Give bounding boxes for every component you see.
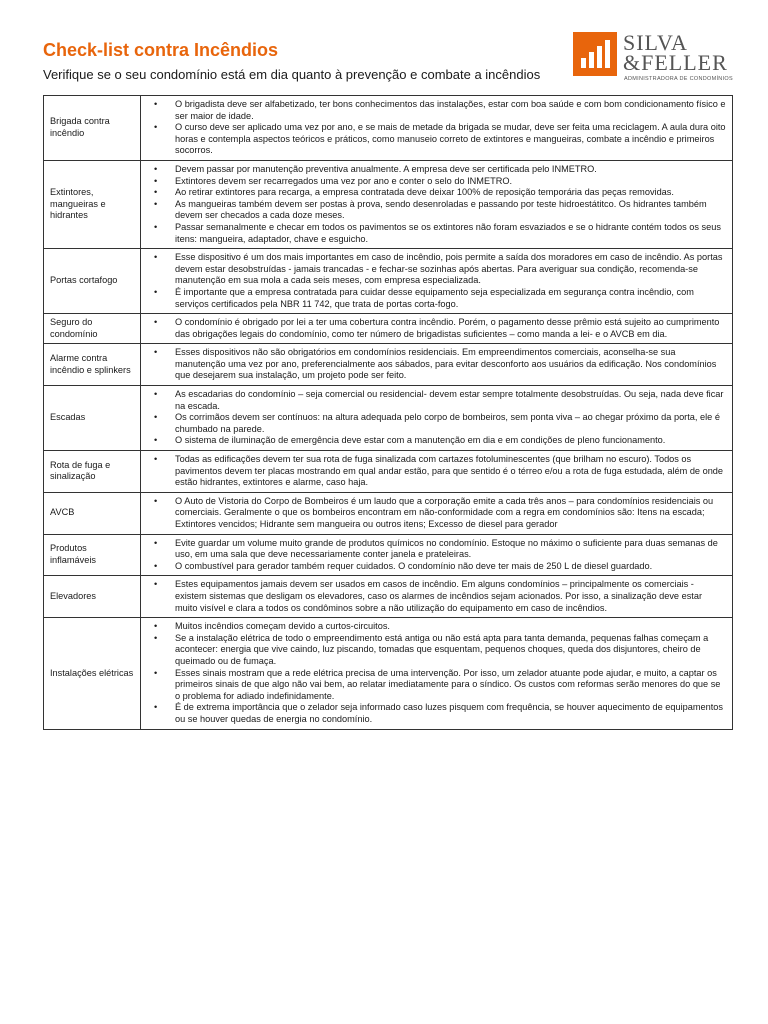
row-label: Elevadores bbox=[44, 576, 141, 618]
bullet-list bbox=[147, 389, 726, 447]
list-item: • Se a instalação elétrica de todo o empreendimento está antiga ou não está apta para tanta demanda, pequenas falhas começam a acontecer: energia que vive caindo, luz piscando, tomadas que esquentam, pequenos choques, queda dos disjuntores, cheiro de queimado ou de fumaça. bbox=[175, 633, 726, 668]
list-item: • O combustível para gerador também requer cuidados. O condomínio não deve ter mais de 250 L de diesel guardado. bbox=[175, 561, 726, 573]
row-content bbox=[141, 96, 733, 161]
list-item: • Esses sinais mostram que a rede elétrica precisa de uma intervenção. Por isso, um zelador atuante pode ajudar, e muito, a captar os primeiros sinais de que algo não vai bem, ao relatar imediatamente para o síndico. Os custos com reformas serão menores do que se o problema for adiado indefinidamente. bbox=[175, 668, 726, 703]
list-item: • Passar semanalmente e checar em todos os pavimentos se os extintores não foram esvaziados e se o hidrante contém todos os seus itens: mangueira, adaptador, chave e esguicho. bbox=[175, 222, 726, 245]
company-logo bbox=[573, 32, 733, 92]
row-content bbox=[141, 314, 733, 344]
row-label: AVCB bbox=[44, 492, 141, 534]
logo-tagline: ADMINISTRADORA DE CONDOMÍNIOS bbox=[624, 76, 733, 82]
row-label: Produtos inflamáveis bbox=[44, 534, 141, 576]
list-item: • Ao retirar extintores para recarga, a empresa contratada deve deixar 100% de reposição temporária das peças removidas. bbox=[175, 187, 726, 199]
list-item: • Estes equipamentos jamais devem ser usados em casos de incêndio. Em alguns condomínios – principalmente os comerciais - existem sistemas que desligam os elevadores, caso os alarmes de incêndios sejam acionados. Por isso, a sinalização deve estar muito visível e clara a todos os condôminos sobre a não utilização do equipamento em caso de incêndios. bbox=[175, 579, 726, 614]
list-item: • O condomínio é obrigado por lei a ter uma cobertura contra incêndio. Porém, o pagamento desse prêmio está sujeito ao cumprimento das obrigações legais do condomínio, como ter número de brigadistas suficientes – como manda a lei- e o AVCB em dia. bbox=[175, 317, 726, 340]
checklist-table bbox=[43, 95, 733, 730]
row-content bbox=[141, 451, 733, 493]
list-item: • O brigadista deve ser alfabetizado, ter bons conhecimentos das instalações, estar com boa saúde e com bom condicionamento físico e ser maior de idade. bbox=[175, 99, 726, 122]
table-row bbox=[44, 386, 733, 451]
logo-line1: SILVA bbox=[623, 30, 688, 55]
bullet-list bbox=[147, 621, 726, 725]
table-row bbox=[44, 492, 733, 534]
list-item: • O sistema de iluminação de emergência deve estar com a manutenção em dia e em condições de pleno funcionamento. bbox=[175, 435, 726, 447]
list-item: • Evite guardar um volume muito grande de produtos químicos no condomínio. Estoque no máximo o suficiente para duas semanas de uso, em uma sala que deve necessariamente conter janela e prateleiras. bbox=[175, 538, 726, 561]
bullet-list bbox=[147, 496, 726, 531]
row-content bbox=[141, 618, 733, 729]
row-content bbox=[141, 160, 733, 248]
list-item: • O Auto de Vistoria do Corpo de Bombeiros é um laudo que a corporação emite a cada três anos – para condomínios residenciais ou comerciais. Geralmente o que os bombeiros encontram em não-conformidade com a regra em condomínios são: Itens na escada; Extintores vencidos; Hidrante sem mangueira ou outros itens; Excesso de diesel para gerador bbox=[175, 496, 726, 531]
list-item: • É de extrema importância que o zelador seja informado caso luzes pisquem com frequência, se houver aquecimento de equipamentos ou se houver quedas de energia no condomínio. bbox=[175, 702, 726, 725]
row-content bbox=[141, 534, 733, 576]
list-item: • Devem passar por manutenção preventiva anualmente. A empresa deve ser certificada pelo INMETRO. bbox=[175, 164, 726, 176]
list-item: • Esses dispositivos não são obrigatórios em condomínios residenciais. Em empreendimentos comerciais, aconselha-se sua manutenção uma vez por ano, preferencialmente aos sábados, para evitar desconforto aos usuários da edificação. Nos condomínios que desejarem sua instalação, um projeto pode ser feito. bbox=[175, 347, 726, 382]
logo-line2: &FELLER bbox=[623, 50, 728, 75]
list-item: • Extintores devem ser recarregados uma vez por ano e conter o selo do INMETRO. bbox=[175, 176, 726, 188]
row-label: Portas cortafogo bbox=[44, 249, 141, 314]
row-content bbox=[141, 249, 733, 314]
table-row bbox=[44, 344, 733, 386]
table-row bbox=[44, 618, 733, 729]
logo-bars-icon bbox=[573, 32, 617, 76]
row-label: Escadas bbox=[44, 386, 141, 451]
list-item: • Todas as edificações devem ter sua rota de fuga sinalizada com cartazes fotoluminescentes (que brilham no escuro). Todos os pavimentos devem ter placas mostrando em qual andar estão, para que sentido é o térreo e/ou a rota de fuga estudada, além de onde estão hidrantes, extintores e alarme, caso haja. bbox=[175, 454, 726, 489]
list-item: • As escadarias do condomínio – seja comercial ou residencial- devem estar sempre totalmente desobstruídas. Ou seja, nada deve ficar na escada. bbox=[175, 389, 726, 412]
list-item: • Os corrimãos devem ser contínuos: na altura adequada pelo corpo de bombeiros, sem ponta viva – ao chegar próximo da porta, ele é chumbado na parede. bbox=[175, 412, 726, 435]
table-row bbox=[44, 96, 733, 161]
row-label: Brigada contra incêndio bbox=[44, 96, 141, 161]
bullet-list bbox=[147, 164, 726, 245]
table-row bbox=[44, 451, 733, 493]
bullet-list bbox=[147, 579, 726, 614]
list-item: • O curso deve ser aplicado uma vez por ano, e se mais de metade da brigada se mudar, deve ser feita uma reciclagem. A aula dura oito horas e contempla aspectos teóricos e práticos, como manuseio correto de extintores e mangueiras, combate a incêndio e primeiros socorros. bbox=[175, 122, 726, 157]
row-label: Extintores, mangueiras e hidrantes bbox=[44, 160, 141, 248]
row-label: Instalações elétricas bbox=[44, 618, 141, 729]
row-content bbox=[141, 492, 733, 534]
table-row bbox=[44, 249, 733, 314]
checklist-body bbox=[44, 96, 733, 730]
bullet-list bbox=[147, 317, 726, 340]
row-content bbox=[141, 576, 733, 618]
page-title: Check-list contra Incêndios bbox=[43, 40, 279, 60]
bullet-list bbox=[147, 347, 726, 382]
row-label: Alarme contra incêndio e splinkers bbox=[44, 344, 141, 386]
bullet-list bbox=[147, 252, 726, 310]
table-row bbox=[44, 576, 733, 618]
table-row bbox=[44, 160, 733, 248]
page-header bbox=[43, 30, 733, 92]
bullet-list bbox=[147, 454, 726, 489]
table-row bbox=[44, 314, 733, 344]
list-item: • É importante que a empresa contratada para cuidar desse equipamento seja especializada em segurança contra incêndio, com serviços certificados pela NBR 11 742, que trata de portas corta-fogo. bbox=[175, 287, 726, 310]
list-item: • Esse dispositivo é um dos mais importantes em caso de incêndio, pois permite a saída dos moradores em caso de incêndio. As portas devem estar desobstruídas - jamais trancadas - e fechar-se sozinhas após abertas. Para averiguar sua condição, recomenda-se manutenção em sua mola a cada seis meses, com empresa especializada. bbox=[175, 252, 726, 287]
row-content bbox=[141, 344, 733, 386]
page-subtitle: Verifique se o seu condomínio está em dia quanto à prevenção e combate a incêndios bbox=[43, 67, 541, 82]
list-item: • As mangueiras também devem ser postas à prova, sendo desenroladas e passando por teste hidroestátitco. Os hidrantes também devem ser checados a cada doze meses. bbox=[175, 199, 726, 222]
row-label: Seguro do condomínio bbox=[44, 314, 141, 344]
table-row bbox=[44, 534, 733, 576]
row-content bbox=[141, 386, 733, 451]
list-item: • Muitos incêndios começam devido a curtos-circuitos. bbox=[175, 621, 726, 633]
bullet-list bbox=[147, 99, 726, 157]
bullet-list bbox=[147, 538, 726, 573]
row-label: Rota de fuga e sinalização bbox=[44, 451, 141, 493]
